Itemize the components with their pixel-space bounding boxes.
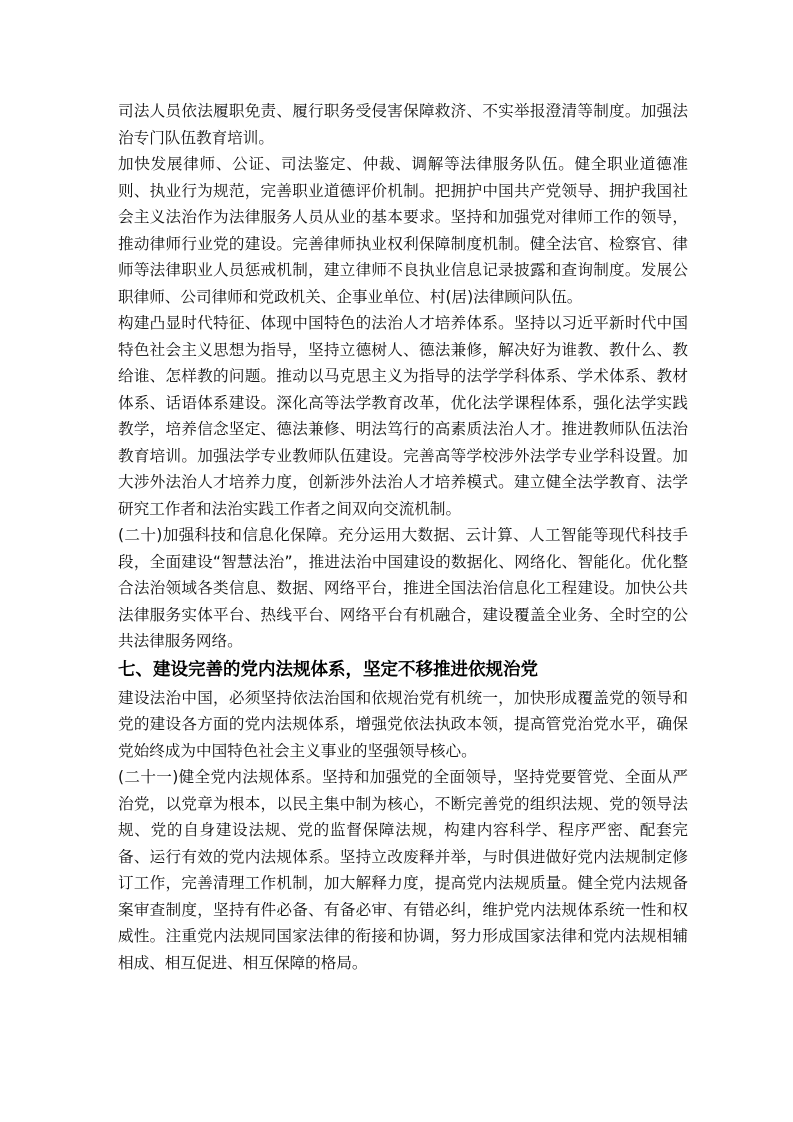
paragraph-legal-personnel-protection: 司法人员依法履职免责、履行职务受侵害保障救济、不实举报澄清等制度。加强法治专门队伍教育培训。	[118, 102, 688, 147]
paragraph-section-intro: 建设法治中国，必须坚持依法治国和依规治党有机统一，加快形成覆盖党的领导和党的建设各方面的党内法规体系，增强党依法执政本领，提高管党治党水平，确保党始终成为中国特色社会主义事业的坚强领导核心。	[118, 688, 688, 760]
paragraph-legal-talent-training: 构建凸显时代特征、体现中国特色的法治人才培养体系。坚持以习近平新时代中国特色社会主义思想为指导，坚持立德树人、德法兼修，解决好为谁教、教什么、教给谁、怎样教的问题。推动以马克思主义为指导的法学学科体系、学术体系、教材体系、话语体系建设。深化高等法学教育改革，优化法学课程体系，强化法学实践教学，培养信念坚定、德法兼修、明法笃行的高素质法治人才。推进教师队伍法治教育培训。加强法学专业教师队伍建设。完善高等学校涉外法学专业学科设置。加大涉外法治人才培养力度，创新涉外法治人才培养模式。建立健全法学教育、法学研究工作者和法治实践工作者之间双向交流机制。	[118, 314, 688, 518]
paragraph-tech-informatization: (二十)加强科技和信息化保障。充分运用大数据、云计算、人工智能等现代科技手段，全面建设“智慧法治”，推进法治中国建设的数据化、网络化、智能化。优化整合法治领域各类信息、数据、网络平台，推进全国法治信息化工程建设。加快公共法律服务实体平台、热线平台、网络平台有机融合，建设覆盖全业务、全时空的公共法律服务网络。	[118, 526, 688, 650]
paragraph-party-regulations: (二十一)健全党内法规体系。坚持和加强党的全面领导，坚持党要管党、全面从严治党，以党章为根本，以民主集中制为核心，不断完善党的组织法规、党的领导法规、党的自身建设法规、党的监督保障法规，构建内容科学、程序严密、配套完备、运行有效的党内法规体系。坚持立改废释并举，与时俱进做好党内法规制定修订工作，完善清理工作机制，加大解释力度，提高党内法规质量。健全党内法规备案审查制度，坚持有件必备、有备必审、有错必纠，维护党内法规体系统一性和权威性。注重党内法规同国家法律的衔接和协调，努力形成国家法律和党内法规相辅相成、相互促进、相互保障的格局。	[118, 768, 688, 972]
document-body	[118, 98, 688, 976]
paragraph-legal-service-teams: 加快发展律师、公证、司法鉴定、仲裁、调解等法律服务队伍。健全职业道德准则、执业行为规范，完善职业道德评价机制。把拥护中国共产党领导、拥护我国社会主义法治作为法律服务人员从业的基本要求。坚持和加强党对律师工作的领导，推动律师行业党的建设。完善律师执业权利保障制度机制。健全法官、检察官、律师等法律职业人员惩戒机制，建立律师不良执业信息记录披露和查询制度。发展公职律师、公司律师和党政机关、企事业单位、村(居)法律顾问队伍。	[118, 155, 688, 306]
section-heading: 七、建设完善的党内法规体系，坚定不移推进依规治党	[118, 659, 538, 680]
